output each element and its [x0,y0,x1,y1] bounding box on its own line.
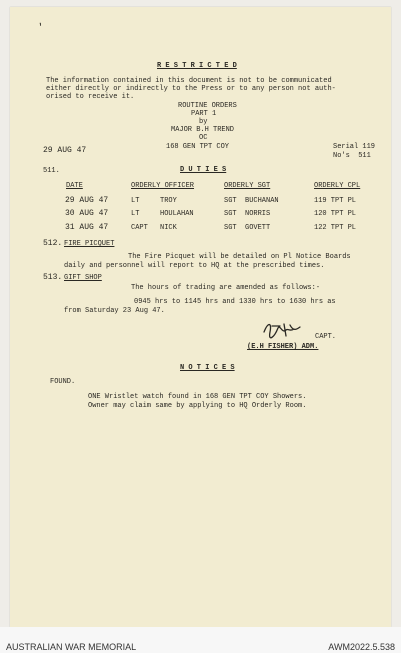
row-officer-rank: CAPT [131,224,148,232]
orders-part: PART 1 [191,110,217,118]
row-date: 30 AUG 47 [65,209,109,218]
archive-footer [0,627,401,653]
row-date: 31 AUG 47 [65,223,109,232]
notice-line-3: orised to receive it. [46,93,135,101]
fire-picquet-line-2: daily and personnel will report to HQ at the prescribed times. [64,262,325,270]
fire-picquet-title: FIRE PICQUET [64,240,115,248]
row-officer-rank: LT [131,210,140,218]
row-sgt-name: NORRIS [245,210,271,218]
row-officer-name: HOULAHAN [160,210,194,218]
row-cpl: 120 TPT PL [314,210,357,218]
notice-line-2: either directly or indirectly to the Press or to any person not auth- [46,85,336,93]
row-cpl: 119 TPT PL [314,197,357,205]
gift-shop-line-2: 0945 hrs to 1145 hrs and 1330 hrs to 1630 hrs as [134,298,336,306]
notice-line-1: ONE Wristlet watch found in 168 GEN TPT COY Showers. [88,393,307,401]
classification-heading: R E S T R I C T E D [157,62,237,70]
orders-date: 29 AUG 47 [43,146,87,155]
footer-institution: AUSTRALIAN WAR MEMORIAL [6,642,137,652]
footer-accession-number: AWM2022.5.538 [328,642,395,652]
row-date: 29 AUG 47 [65,196,109,205]
row-sgt-name: GOVETT [245,224,271,232]
duties-heading: D U T I E S [180,166,227,174]
orders-oc: OC [199,134,208,142]
row-sgt-rank: SGT [224,197,237,205]
col-date: DATE [66,182,83,190]
serial-number: Serial 119 [333,143,376,151]
gift-shop-line-1: The hours of trading are amended as follows:- [131,284,321,292]
gift-shop-title: GIFT SHOP [64,274,102,282]
row-sgt-rank: SGT [224,210,237,218]
col-orderly-sgt: ORDERLY SGT [224,182,271,190]
order-numbers: No's 511 [333,152,371,160]
notice-line-1: The information contained in this document is not to be communicated [46,77,332,85]
col-orderly-cpl: ORDERLY CPL [314,182,361,190]
gift-shop-line-3: from Saturday 23 Aug 47. [64,307,165,315]
col-orderly-officer: ORDERLY OFFICER [131,182,195,190]
gift-shop-number: 513. [43,273,63,282]
handwritten-signature [260,318,308,342]
row-officer-rank: LT [131,197,140,205]
orders-title: ROUTINE ORDERS [178,102,237,110]
row-sgt-name: BUCHANAN [245,197,279,205]
orders-by: by [199,118,208,126]
row-sgt-rank: SGT [224,224,237,232]
duties-number: 511. [43,167,60,175]
signature-rank: CAPT. [315,333,337,341]
row-officer-name: TROY [160,197,177,205]
fire-picquet-line-1: The Fire Picquet will be detailed on Pl Notice Boards [128,253,351,261]
pen-mark: ʹ [37,22,45,35]
fire-picquet-number: 512. [43,239,63,248]
signature-name: (E.H FISHER) ADM. [247,343,319,351]
orders-unit: 168 GEN TPT COY [166,143,230,151]
notice-line-2: Owner may claim same by applying to HQ Orderly Room. [88,402,307,410]
row-officer-name: NICK [160,224,177,232]
row-cpl: 122 TPT PL [314,224,357,232]
notices-heading: N O T I C E S [180,364,235,372]
found-label: FOUND. [50,378,76,386]
orders-officer: MAJOR B.H TREND [171,126,235,134]
